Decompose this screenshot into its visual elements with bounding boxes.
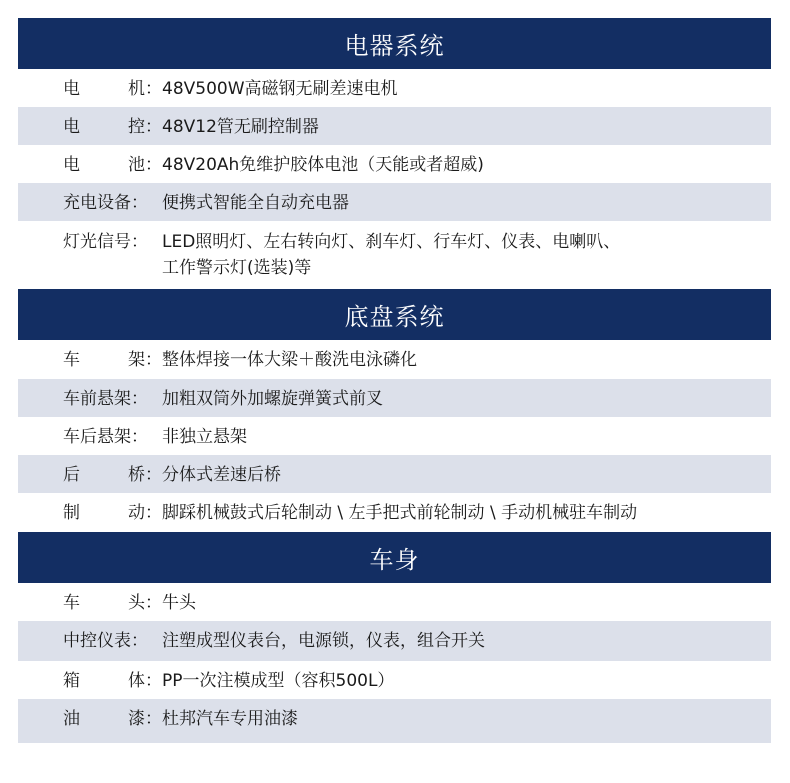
spec-label xyxy=(63,668,162,694)
label-left: 灯光信号： xyxy=(63,232,148,252)
label-left: 车 xyxy=(63,593,80,613)
spec-row-front-suspension xyxy=(18,379,771,417)
section-title: 底盘系统 xyxy=(344,303,445,331)
spec-label xyxy=(63,229,162,255)
spec-value: 加粗双筒外加螺旋弹簧式前叉 xyxy=(162,389,383,409)
spec-label xyxy=(63,590,162,616)
label-right: 漆： xyxy=(128,709,162,729)
spec-label xyxy=(63,424,162,450)
label-left: 充电设备： xyxy=(63,193,148,213)
label-left: 车 xyxy=(63,350,80,370)
label-left: 中控仪表： xyxy=(63,631,148,651)
label-left: 车前悬架： xyxy=(63,389,148,409)
section-header-electrical xyxy=(18,18,771,69)
label-left: 油 xyxy=(63,709,80,729)
spec-label xyxy=(63,114,162,140)
spec-label xyxy=(63,628,162,654)
label-right: 动： xyxy=(128,503,162,523)
section-header-body xyxy=(18,532,771,583)
spec-label xyxy=(63,462,162,488)
spec-value: 便携式智能全自动充电器 xyxy=(162,193,349,213)
label-left: 车后悬架： xyxy=(63,427,148,447)
label-right: 机： xyxy=(128,79,162,99)
spec-value: 48V12管无刷控制器 xyxy=(162,117,319,137)
spec-value: 杜邦汽车专用油漆 xyxy=(162,709,298,729)
spec-table xyxy=(18,18,771,743)
label-right: 体： xyxy=(128,671,162,691)
label-left: 电 xyxy=(63,79,80,99)
spec-row-brakes xyxy=(18,493,771,532)
spec-value: 注塑成型仪表台，电源锁，仪表，组合开关 xyxy=(162,631,485,651)
spec-row-battery xyxy=(18,145,771,183)
spec-value: 脚踩机械鼓式后轮制动 \ 左手把式前轮制动 \ 手动机械驻车制动 xyxy=(162,503,638,523)
spec-label xyxy=(63,386,162,412)
spec-value: 分体式差速后桥 xyxy=(162,465,281,485)
spec-row-motor xyxy=(18,69,771,107)
spec-row-dashboard xyxy=(18,621,771,661)
label-right: 池： xyxy=(128,155,162,175)
spec-label xyxy=(63,190,162,216)
spec-value: LED照明灯、左右转向灯、刹车灯、行车灯、仪表、电喇叭、 工作警示灯(选装)等 xyxy=(162,232,621,278)
bottom-band xyxy=(18,737,771,743)
spec-label xyxy=(63,500,162,526)
spec-row-rear-axle xyxy=(18,455,771,493)
spec-row-frame xyxy=(18,340,771,379)
spec-label xyxy=(63,152,162,178)
label-right: 桥： xyxy=(128,465,162,485)
label-left: 箱 xyxy=(63,671,80,691)
label-right: 架： xyxy=(128,350,162,370)
spec-row-cargo-box xyxy=(18,661,771,699)
spec-label xyxy=(63,706,162,732)
spec-row-paint xyxy=(18,699,771,737)
label-left: 后 xyxy=(63,465,80,485)
spec-row-rear-suspension xyxy=(18,417,771,455)
label-left: 电 xyxy=(63,155,80,175)
spec-row-controller xyxy=(18,107,771,145)
label-right: 头： xyxy=(128,593,162,613)
spec-value: 牛头 xyxy=(162,593,196,613)
spec-value: 整体焊接一体大梁＋酸洗电泳磷化 xyxy=(162,350,417,370)
label-left: 制 xyxy=(63,503,80,523)
label-right: 控： xyxy=(128,117,162,137)
spec-value: PP一次注模成型（容积500L） xyxy=(162,671,395,691)
spec-label xyxy=(63,76,162,102)
spec-label xyxy=(63,347,162,373)
spec-value: 48V20Ah免维护胶体电池（天能或者超威) xyxy=(162,155,484,175)
section-title: 车身 xyxy=(369,546,420,574)
section-title: 电器系统 xyxy=(344,32,445,60)
spec-value: 48V500W高磁钢无刷差速电机 xyxy=(162,79,398,99)
section-header-chassis xyxy=(18,289,771,340)
spec-row-lights xyxy=(18,221,771,289)
spec-row-charger xyxy=(18,183,771,221)
label-left: 电 xyxy=(63,117,80,137)
spec-row-front xyxy=(18,583,771,621)
spec-value: 非独立悬架 xyxy=(162,427,247,447)
